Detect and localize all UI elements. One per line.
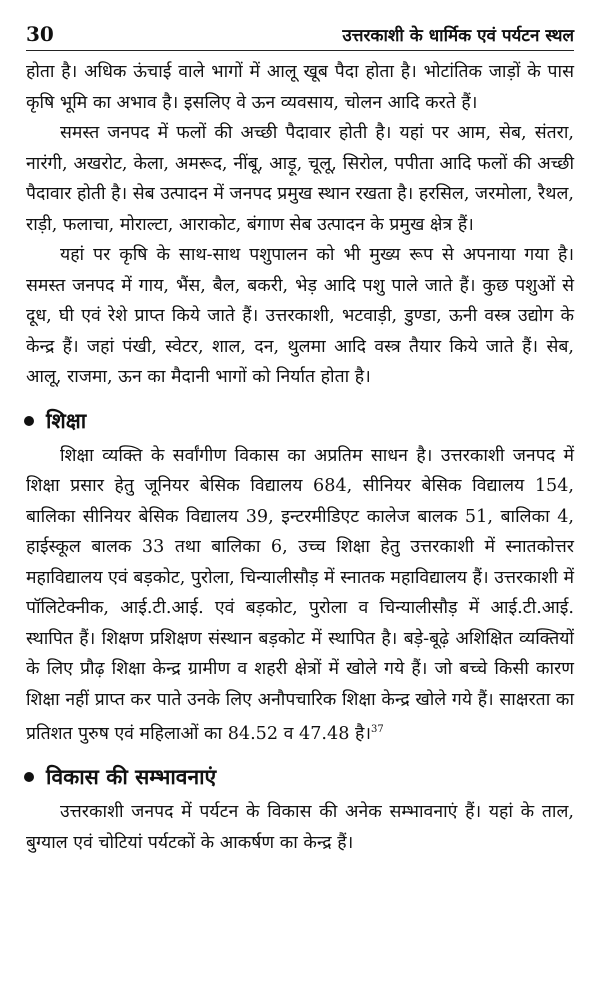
heading-text: शिक्षा xyxy=(46,408,87,433)
paragraph-development: उत्तरकाशी जनपद में पर्यटन के विकास की अनेक सम्भावनाएं हैं। यहां के ताल, बुग्याल एवं चोटियां पर्यटकों के आकर्षण का केन्द्र हैं। xyxy=(26,802,574,853)
paragraph-education xyxy=(26,441,574,750)
bullet-icon xyxy=(24,772,34,782)
paragraph-livestock: यहां पर कृषि के साथ-साथ पशुपालन को भी मुख्य रूप से अपनाया गया है। समस्त जनपद में गाय, भैंस, बैल, बकरी, भेड़ आदि पशु पाले जाते हैं। कुछ पशुओं से दूध, घी एवं रेशे प्राप्त किये जाते हैं। उत्तरकाशी, भटवाड़ी, डुण्डा, ऊनी वस्त्र उद्योग के केन्द्र हैं। जहां पंखी, स्वेटर, शाल, दन, थुलमा आदि वस्त्र तैयार किये जाते हैं। सेब, आलू, राजमा, ऊन का मैदानी भागों को निर्यात होता है। xyxy=(26,245,574,387)
section-heading-development xyxy=(24,763,574,791)
paragraph-fruits: समस्त जनपद में फलों की अच्छी पैदावार होती है। यहां पर आम, सेब, संतरा, नारंगी, अखरोट, केला, अमरूद, नींबू, आड़ू, चूलू, सिरोल, पपीता आदि फलों की अच्छी पैदावार होती है। सेब उत्पादन में जनपद प्रमुख स्थान रखता है। हरसिल, जरमोला, रैथल, राड़ी, फलाचा, मोराल्टा, आराकोट, बंगाण सेब उत्पादन के प्रमुख क्षेत्र हैं। xyxy=(26,123,574,235)
section-heading-education xyxy=(24,407,574,435)
paragraph-education-text: शिक्षा व्यक्ति के सर्वांगीण विकास का अप्रतिम साधन है। उत्तरकाशी जनपद में शिक्षा प्रसार हेतु जूनियर बेसिक विद्यालय 684, सीनियर बेसिक विद्यालय 154, बालिका सीनियर बेसिक विद्यालय 39, इन्टरमीडिएट कालेज बालक 51, बालिका 4, हाईस्कूल बालक 33 तथा बालिका 6, उच्च शिक्षा हेतु उत्तरकाशी में स्नातकोत्तर महाविद्यालय एवं बड़कोट, पुरोला, चिन्यालीसौड़ में स्नातक महाविद्यालय हैं। उत्तरकाशी में पॉलिटेक्नीक, आई.टी.आई. एवं बड़कोट, पुरोला व चिन्यालीसौड़ में आई.टी.आई. स्थापित हैं। शिक्षण प्रशिक्षण संस्थान बड़कोट में स्थापित है। बड़े-बूढ़े अशिक्षित व्यक्तियों के लिए प्रौढ़ शिक्षा केन्द्र ग्रामीण व शहरी क्षेत्रों में खोले गये हैं। जो बच्चे किसी कारण शिक्षा नहीं प्राप्त कर पाते उनके लिए अनौपचारिक शिक्षा केन्द्र खोले गये हैं। साक्षरता का प्रतिशत पुरुष एवं महिलाओं का 84.52 व 47.48 है। xyxy=(26,445,574,744)
paragraph-agriculture: होता है। अधिक ऊंचाई वाले भागों में आलू खूब पैदा होता है। भोटांतिक जाड़ों के पास कृषि भूमि का अभाव है। इसलिए वे ऊन व्यवसाय, चोलन आदि करते हैं। xyxy=(26,62,574,113)
running-title: उत्तरकाशी के धार्मिक एवं पर्यटन स्थल xyxy=(342,26,574,46)
footnote-reference: 37 xyxy=(371,724,384,735)
heading-text: विकास की सम्भावनाएं xyxy=(46,765,217,790)
bullet-icon xyxy=(24,416,34,426)
page-header xyxy=(26,22,574,51)
page-number: 30 xyxy=(26,22,54,46)
